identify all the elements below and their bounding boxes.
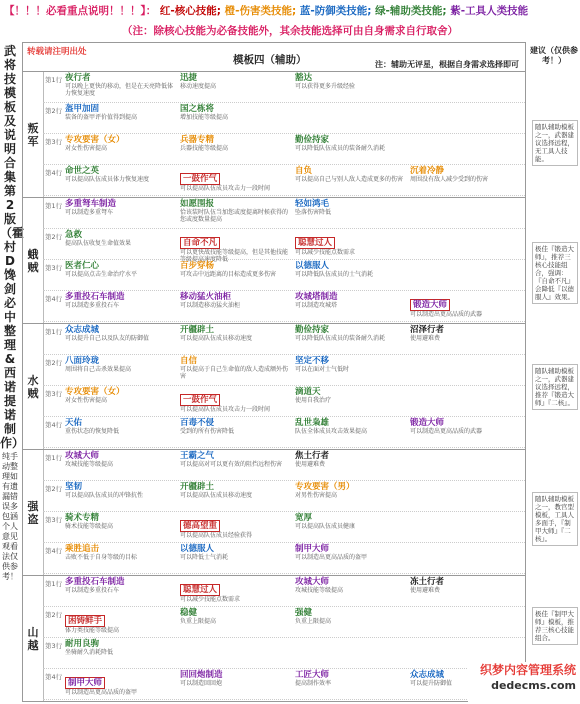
skill-row [43, 291, 525, 322]
row-level: 第3行 [45, 138, 63, 146]
skill-name: 开疆辟土 [180, 482, 215, 492]
skill-desc: 可以降低士气消耗 [180, 554, 229, 561]
skill-cell [180, 230, 292, 263]
skill-name: 百毒不侵 [180, 418, 215, 428]
skill-desc: 使用自我治疗 [295, 397, 332, 404]
skill-cell [180, 451, 292, 468]
row-level: 第2行 [45, 359, 63, 367]
row-level: 第3行 [45, 642, 63, 650]
skill-name: 如愿围报 [180, 199, 215, 209]
skill-desc: 负重上限提高 [180, 618, 217, 625]
skill-cell [65, 261, 177, 278]
row-level: 第4行 [45, 169, 63, 177]
row-level: 第2行 [45, 485, 63, 493]
skill-desc: 可以提高队伍成员健康 [295, 523, 356, 530]
row-level: 第1行 [45, 454, 63, 462]
row-level: 第3行 [45, 516, 63, 524]
row-level: 第1行 [45, 202, 63, 210]
skill-row [43, 355, 525, 386]
skill-row [43, 103, 525, 134]
side-title-text: 武将技模板及说明合集第2版（霍村D馋剑必中整理&西诺提诺制作） [0, 44, 25, 450]
skill-row [43, 165, 525, 196]
skill-desc: 可以降低队伍成员的装备耐久消耗 [295, 145, 386, 152]
skill-name: 焦土行者 [295, 451, 330, 461]
skill-name: 百步穿杨 [180, 261, 215, 271]
skill-desc: 对女性伤害提高 [65, 397, 108, 404]
skill-cell [410, 577, 522, 594]
skill-name: 勤俭持家 [295, 135, 330, 145]
skill-cell [65, 639, 177, 656]
legend-prefix: 【！！！必看重点说明！！！】： [4, 5, 157, 17]
skill-name: 专攻要害（男） [295, 482, 355, 492]
skill-name: 医者仁心 [65, 261, 100, 271]
skill-row [43, 386, 525, 417]
skill-desc: 提高队伍收复生命值效果 [65, 240, 132, 247]
skill-desc: 增加技能等级提高 [180, 114, 229, 121]
skill-desc: 使用避难费 [410, 335, 441, 342]
row-level: 第4行 [45, 673, 63, 681]
skill-cell [180, 166, 292, 192]
row-level: 第1行 [45, 328, 63, 336]
section-1 [23, 71, 525, 197]
row-level: 第2行 [45, 611, 63, 619]
skill-cell [295, 387, 407, 404]
section-4 [23, 449, 525, 575]
skill-name: 沉着冷静 [410, 166, 445, 176]
skill-desc: 可以减少技能点数需求 [295, 249, 356, 256]
skill-desc: 可以制造出更高品质的盔甲 [295, 554, 368, 561]
skill-desc: 负重上限提高 [295, 618, 332, 625]
skill-row [43, 229, 525, 263]
skill-row [43, 543, 525, 574]
skill-desc: 周围将自己击杀效果提高 [65, 366, 132, 373]
section-5 [23, 575, 525, 701]
skill-cell [180, 104, 292, 121]
skill-desc: 骑术技能等级提高 [65, 523, 114, 530]
skill-cell [180, 73, 292, 90]
skill-cell [65, 482, 177, 499]
row-level: 第4行 [45, 295, 63, 303]
skill-row [43, 72, 525, 103]
skill-desc: 可以提高队伍成员移动速度 [180, 492, 253, 499]
skill-name: 众志成城 [65, 325, 100, 335]
skill-cell [410, 166, 522, 183]
skill-desc: 可以制造多重投石车 [65, 587, 120, 594]
skill-name: 以德服人 [295, 261, 330, 271]
skill-name: 宽厚 [295, 513, 313, 523]
watermark-line1: 织梦内容管理系统 [479, 663, 576, 677]
skill-row [43, 260, 525, 291]
skill-name: 天佑 [65, 418, 83, 428]
row-level: 第3行 [45, 390, 63, 398]
advice-column [528, 42, 580, 702]
row-level: 第4行 [45, 547, 63, 555]
skill-cell [180, 292, 292, 309]
skill-desc: 可以晚上更快的移动，但是在天亮降低体力恢复速度 [65, 83, 174, 97]
watermark [468, 662, 580, 702]
legend-bar [0, 0, 580, 22]
skill-name: 多重弩车制造 [65, 199, 117, 209]
skill-cell [180, 544, 292, 561]
skill-cell [295, 608, 407, 625]
advice-header: 建议（仅供参考！） [530, 46, 578, 65]
watermark-line2: dedecms.com [491, 679, 576, 692]
section-2 [23, 197, 525, 323]
skill-cell [65, 199, 177, 216]
skill-row [43, 638, 525, 669]
skill-cell [295, 73, 407, 90]
skill-cell [295, 670, 407, 687]
skill-cell [65, 387, 177, 404]
skill-name: 自负 [295, 166, 313, 176]
skill-row [43, 417, 525, 448]
skill-name: 锻造大师 [410, 299, 450, 311]
skill-name: 多重投石车制造 [65, 577, 125, 587]
skill-desc: 可以提高队伍成员攻击力一段时间 [180, 185, 271, 192]
skill-desc: 可以降低队伍成员的装备耐久消耗 [295, 335, 386, 342]
skill-cell [65, 544, 177, 561]
skill-desc: 装备的盔甲评价值得到提高 [65, 114, 138, 121]
skill-desc: 移动速度提高 [180, 83, 217, 90]
skill-name: 众志成城 [410, 670, 445, 680]
skill-row [43, 134, 525, 165]
skill-name: 夜行者 [65, 73, 91, 83]
skill-desc: 恰该装时队伍当加您或度提离时候获得的您或度数量提高 [180, 209, 289, 223]
legend-defense: 蓝-防御类技能; [299, 5, 372, 17]
skill-name: 沼泽行者 [410, 325, 445, 335]
skill-name: 制甲大师 [295, 544, 330, 554]
skill-desc: 可以制造多重弩车 [65, 209, 114, 216]
skill-cell [410, 418, 522, 435]
skill-row [43, 324, 525, 355]
section-name: 强盗 [23, 450, 44, 575]
skill-cell [295, 261, 407, 278]
skill-name: 坚定不移 [295, 356, 330, 366]
template-subtitle: 注：辅助无评星，根据自身需求选择即可 [375, 60, 519, 69]
skill-name: 攻城塔制造 [295, 292, 338, 302]
section-name: 水贼 [23, 324, 44, 449]
skill-name: 聪慧过人 [180, 584, 220, 596]
skill-desc: 可以提高队伍成员体力恢复速度 [65, 176, 150, 183]
skill-desc: 可以制造出更高品质的武器 [410, 428, 483, 435]
skill-desc: 可以制造攻城塔 [295, 302, 338, 309]
legend-tool: 紫-工具人类技能 [450, 5, 529, 17]
skill-name: 专攻要害（女） [65, 387, 125, 397]
section-name: 叛军 [23, 72, 44, 197]
skill-cell [295, 513, 407, 530]
skill-name: 迅捷 [180, 73, 198, 83]
skill-name: 德高望重 [180, 520, 220, 532]
skill-row [43, 669, 525, 700]
skill-desc: 周围没有敌人减少受到的伤害 [410, 176, 489, 183]
skill-cell [180, 387, 292, 413]
section-3 [23, 323, 525, 449]
skill-desc: 可以提高队伍成员的冲锋抗性 [65, 492, 144, 499]
skill-desc: 可以提高点击生命治疗水平 [65, 271, 138, 278]
skill-cell [295, 292, 407, 309]
skill-desc: 坠落伤害降低 [295, 209, 332, 216]
side-small-text: 纯手动整理如有遗漏错误多包涵个人意见观看法仅供参考！ [2, 452, 18, 581]
skill-cell [295, 544, 407, 561]
skill-name: 制甲大师 [65, 677, 105, 689]
skill-row [43, 481, 525, 512]
skill-cell [65, 166, 177, 183]
skill-name: 多重投石车制造 [65, 292, 125, 302]
skill-name: 盔甲加固 [65, 104, 100, 114]
skill-cell [180, 418, 292, 435]
legend-support: 绿-辅助类技能; [375, 5, 447, 17]
skill-cell [65, 356, 177, 373]
skill-name: 专攻要害（女） [65, 135, 125, 145]
section-name: 山越 [23, 576, 44, 701]
advice-note: 随队辅助模板之一，武器建议选择远程，无工具人技能。 [532, 120, 578, 166]
skill-cell [295, 418, 407, 435]
row-level: 第3行 [45, 264, 63, 272]
advice-note: 极佳『锻造大师』，推荐三核心技能组合，强调：『自命不凡』会降低『以德服人』效果。 [532, 242, 578, 304]
skill-name: 兵器专精 [180, 135, 215, 145]
skill-name: 耐用良驹 [65, 639, 100, 649]
advice-note: 极佳『制甲大师』模板，推荐三核心技能组合。 [532, 607, 578, 645]
skill-desc: 可以提升防御值 [410, 680, 453, 687]
skill-name: 乘胜追击 [65, 544, 100, 554]
skill-name: 乱世枭雄 [295, 418, 330, 428]
repost-note: 转载请注明出处 [27, 47, 87, 57]
skill-cell [65, 325, 177, 342]
skill-name: 国之栋将 [180, 104, 215, 114]
skill-row [43, 198, 525, 229]
skill-desc: 对男性伤害提高 [295, 492, 338, 499]
skill-desc: 可以提高队伍成员经验获得 [180, 532, 253, 539]
skill-desc: 可以在面对士气低时 [295, 366, 350, 373]
skill-name: 一鼓作气 [180, 173, 220, 185]
skill-desc: 可以制造出更高品质的武器 [410, 311, 483, 318]
skill-cell [65, 451, 177, 468]
skill-desc: 可以制造出更高品质的盔甲 [65, 689, 138, 696]
skill-name: 命世之英 [65, 166, 100, 176]
skill-cell [65, 104, 177, 121]
skill-name: 豁达 [295, 73, 313, 83]
template-table [22, 42, 526, 702]
skill-cell [410, 292, 522, 318]
skill-name: 坚韧 [65, 482, 83, 492]
skill-desc: 可以提高队伍成员移动速度 [180, 335, 253, 342]
advice-note: 随队辅助模板之一，教官型模板，工具人多面手，『制甲大师』『二核』。 [532, 492, 578, 546]
skill-name: 强健 [295, 608, 313, 618]
skill-desc: 受到的所有伤害降低 [180, 428, 235, 435]
skill-cell [65, 230, 177, 247]
legend-core: 红-核心技能; [159, 5, 221, 17]
skill-desc: 队伍全体成员攻击效果提高 [295, 428, 368, 435]
row-level: 第1行 [45, 76, 63, 84]
skill-cell [65, 608, 177, 634]
skill-name: 攻城大师 [295, 577, 330, 587]
row-level: 第2行 [45, 107, 63, 115]
skill-cell [180, 670, 292, 687]
legend-damage: 橙-伤害类技能; [224, 5, 297, 17]
skill-cell [180, 608, 292, 625]
skill-row [43, 512, 525, 543]
row-level: 第4行 [45, 421, 63, 429]
skill-cell [295, 577, 407, 594]
skill-desc: 可攻击中远距离的目标造成更多伤害 [180, 271, 277, 278]
skill-cell [65, 418, 177, 435]
skill-cell [295, 325, 407, 342]
skill-name: 一鼓作气 [180, 394, 220, 406]
skill-name: 以德服人 [180, 544, 215, 554]
skill-cell [65, 513, 177, 530]
skill-cell [180, 199, 292, 223]
skill-row [43, 607, 525, 638]
skill-desc: 提高制作效率 [295, 680, 332, 687]
skill-desc: 坐骑耐久消耗降低 [65, 649, 114, 656]
skill-name: 困铸鲜手 [65, 615, 105, 627]
skill-desc: 可以制造移动猛火油柜 [180, 302, 241, 309]
skill-cell [180, 356, 292, 380]
skill-cell [180, 261, 292, 278]
skill-desc: 可以提高于自己生命值的敌人造成额外伤害 [180, 366, 289, 380]
advice-note: 随队辅助模板之一，武器建议选择远程，推荐『锻造大师』『二核』。 [532, 364, 578, 410]
skill-desc: 可以提高对可以更有效的阻挡远程伤害 [180, 461, 283, 468]
skill-desc: 可以提升自己以及队友的防御值 [65, 335, 150, 342]
section-name: 蛾贼 [23, 198, 44, 323]
skill-row [43, 450, 525, 481]
skill-desc: 兵器技能等级提高 [180, 145, 229, 152]
important-note: （注：除核心技能为必备技能外，其余技能选择可由自身需求自行取舍） [122, 25, 458, 37]
skill-desc: 对女性伤害提高 [65, 145, 108, 152]
skill-name: 聪慧过人 [295, 237, 335, 249]
skill-name: 稳健 [180, 608, 198, 618]
skill-desc: 体力类技能等级提高 [65, 627, 120, 634]
skill-cell [180, 135, 292, 152]
skill-desc: 使用避难费 [295, 461, 326, 468]
skill-cell [295, 230, 407, 256]
skill-row [43, 576, 525, 607]
skill-name: 八面玲珑 [65, 356, 100, 366]
skill-desc: 重伤状态的恢复降低 [65, 428, 120, 435]
skill-cell [65, 135, 177, 152]
skill-desc: 可以提高队伍成员攻击力一段时间 [180, 406, 271, 413]
skill-cell [180, 577, 292, 603]
skill-name: 轻如鸿毛 [295, 199, 330, 209]
skill-desc: 可以制造多重投石车 [65, 302, 120, 309]
side-title [0, 44, 25, 699]
skill-name: 自信 [180, 356, 198, 366]
skill-name: 急救 [65, 230, 83, 240]
skill-desc: 可以提高自己与别人敌人造成更多的伤害 [295, 176, 404, 183]
row-level: 第1行 [45, 580, 63, 588]
template-title: 模板四（辅助） [233, 54, 307, 66]
skill-name: 锻造大师 [410, 418, 445, 428]
skill-desc: 可以减少技能点数需求 [180, 596, 241, 603]
skill-name: 王霸之气 [180, 451, 215, 461]
skill-desc: 使用避难费 [410, 587, 441, 594]
skill-cell [65, 670, 177, 696]
skill-desc: 攻城技能等级提高 [65, 461, 114, 468]
skill-desc: 可以降低队伍成员的士气消耗 [295, 271, 374, 278]
skill-name: 回回炮制造 [180, 670, 223, 680]
skill-cell [180, 482, 292, 499]
skill-name: 冻土行者 [410, 577, 445, 587]
skill-cell [295, 356, 407, 373]
table-header [23, 43, 525, 72]
skill-name: 攻城大师 [65, 451, 100, 461]
skill-name: 移动猛火油柜 [180, 292, 232, 302]
skill-cell [295, 199, 407, 216]
skill-name: 开疆辟土 [180, 325, 215, 335]
skill-cell [410, 325, 522, 342]
skill-cell [295, 166, 407, 183]
skill-desc: 攻城技能等级提高 [295, 587, 344, 594]
skill-cell [65, 292, 177, 309]
skill-name: 滴道天 [295, 387, 321, 397]
skill-cell [65, 577, 177, 594]
skill-cell [65, 73, 177, 97]
skill-name: 勤俭持家 [295, 325, 330, 335]
skill-name: 工匠大师 [295, 670, 330, 680]
skill-cell [180, 325, 292, 342]
skill-name: 自命不凡 [180, 237, 220, 249]
skill-cell [295, 482, 407, 499]
skill-desc: 可以获得更多升级经验 [295, 83, 356, 90]
skill-cell [180, 513, 292, 539]
row-level: 第2行 [45, 233, 63, 241]
skill-desc: 可以更快战技能等级提高，但是其他技能等级提高速度降低 [180, 249, 289, 263]
skill-name: 骑术专精 [65, 513, 100, 523]
skill-cell [295, 451, 407, 468]
skill-desc: 可以制造回回炮 [180, 680, 223, 687]
skill-cell [295, 135, 407, 152]
skill-desc: 击败不低于自身等级的目标 [65, 554, 138, 561]
